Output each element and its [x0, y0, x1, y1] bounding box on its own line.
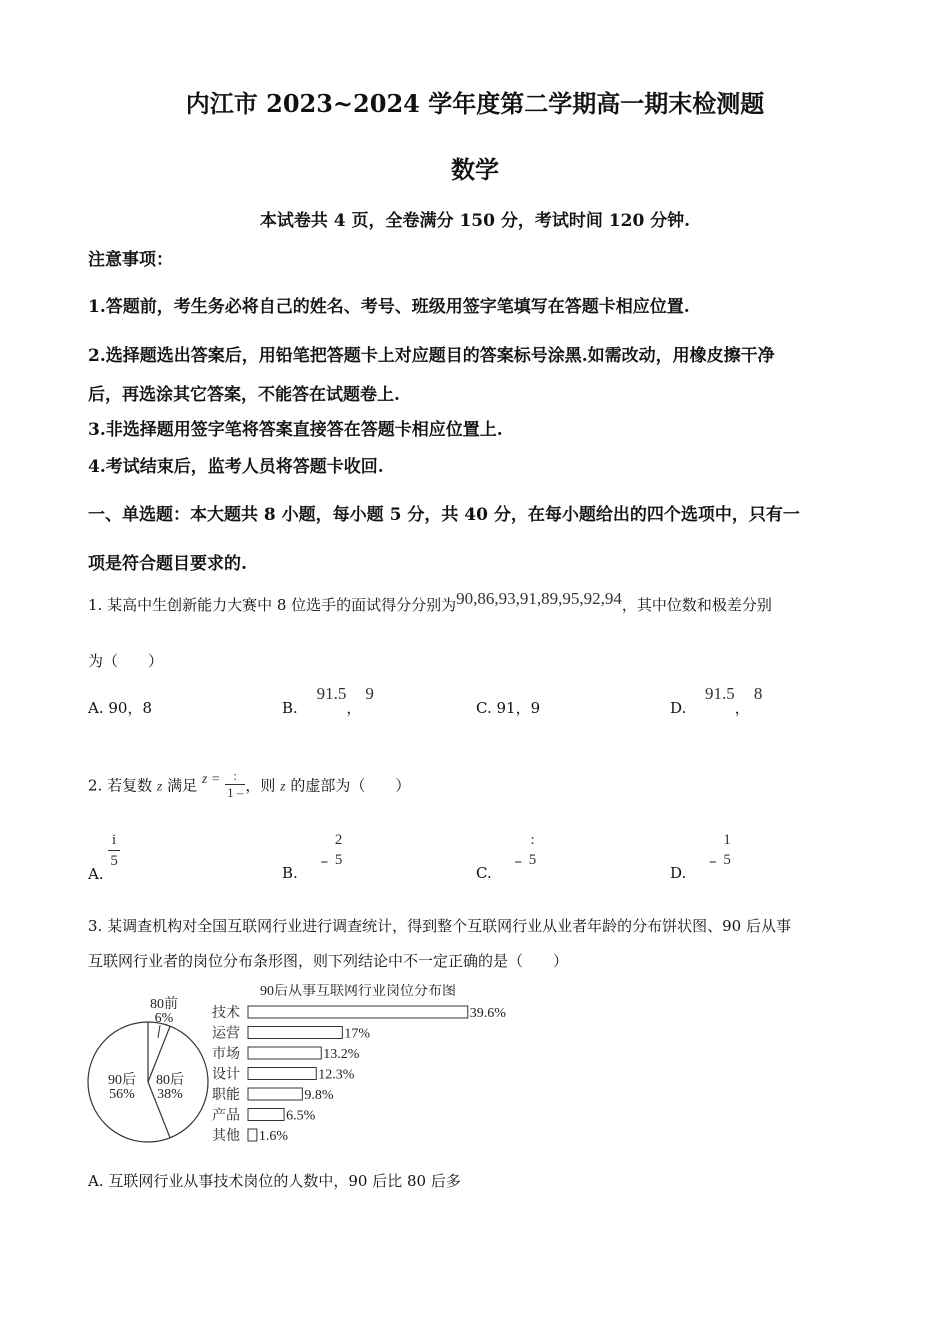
q2-option-c-sign: – — [514, 852, 522, 870]
pie-slice-name-0: 80前 — [150, 997, 178, 1012]
bar-value-label-0: 39.6% — [469, 1006, 506, 1021]
q1-suffix: ，其中位数和极差分别 — [621, 596, 772, 614]
q2-fraction — [225, 768, 245, 801]
pie-slice-label-2: 56% — [109, 1087, 135, 1102]
exam-info: 本试卷共 4 页，全卷满分 150 分，考试时间 120 分钟. — [259, 211, 691, 231]
q1-scores: 90,86,93,91,89,95,92,94 — [456, 589, 622, 608]
q3-option-a: A. 互联网行业从事技术岗位的人数中，90 后比 80 后多 — [88, 1172, 461, 1190]
bar-category-label-4: 职能 — [212, 1088, 240, 1103]
q2-option-b-frac — [333, 830, 345, 870]
q1-option-d-sep: ， — [734, 699, 750, 717]
q1-option-b-val2: 9 — [365, 684, 374, 703]
bar-0 — [248, 1006, 468, 1018]
q2-frac-den: 1 – — [227, 785, 244, 800]
pie-slice-label-1: 38% — [157, 1087, 183, 1102]
exam-subject: 数学 — [451, 155, 499, 184]
notice-item-3: 3.非选择题用签字笔将答案直接答在答题卡相应位置上. — [88, 420, 503, 440]
q2-suffix: 的虚部为（ ） — [290, 776, 411, 795]
q2-option-c-num: : — [530, 832, 535, 848]
q2-option-b-sign: – — [320, 852, 329, 870]
q2-option-c-label: C. — [476, 864, 492, 882]
section1-heading: 一、单选题：本大题共 8 小题，每小题 5 分，共 40 分，在每小题给出的四个选项中，只有一 — [88, 505, 800, 525]
question-3: 3. 某调查机构对全国互联网行业进行调查统计，得到整个互联网行业从业者年龄的分布饼状图、90 后从事 — [88, 917, 791, 935]
q3-charts-svg — [86, 984, 546, 1154]
q2-mid: 满足 — [167, 776, 198, 795]
question-2 — [88, 770, 410, 803]
q2-z2: z — [280, 779, 286, 795]
q1-option-d-val1: 91.5 — [705, 684, 735, 703]
bar-category-label-6: 其他 — [212, 1129, 240, 1144]
q2-frac-num: : — [225, 768, 245, 785]
exam-title: 内江市 2023~2024 学年度第二学期高一期末检测题 — [185, 89, 765, 118]
age-pie-chart — [88, 996, 208, 1142]
q2-option-b-num: 2 — [334, 832, 343, 848]
q2-eq: z = — [201, 771, 221, 787]
q1-option-b-val1: 91.5 — [316, 684, 347, 703]
notice-item-2: 2.选择题选出答案后，用铅笔把答题卡上对应题目的答案标号涂黑.如需改动，用橡皮擦干净 — [88, 346, 775, 366]
bar-4 — [248, 1088, 302, 1100]
bar-value-label-5: 6.5% — [286, 1108, 316, 1124]
bar-5 — [248, 1109, 284, 1121]
bar-value-label-6: 1.6% — [258, 1129, 289, 1144]
q2-option-d — [670, 830, 733, 882]
q1-option-b — [282, 684, 374, 718]
q1-line2: 为（ ） — [88, 652, 164, 670]
q2-z1: z — [156, 779, 163, 795]
question-3-cont: 互联网行业者的岗位分布条形图，则下列结论中不一定正确的是（ ） — [88, 952, 569, 970]
q2-option-d-label: D. — [670, 864, 687, 882]
q1-prefix: 1. 某高中生创新能力大赛中 8 位选手的面试得分分别为 — [88, 596, 457, 614]
q2-option-c-frac — [527, 830, 539, 870]
bar-category-label-3: 设计 — [212, 1067, 240, 1083]
q2-option-a-num: i — [108, 830, 120, 851]
bar-3 — [248, 1068, 316, 1080]
bar-category-label-0: 技术 — [212, 1006, 240, 1021]
bar-2 — [248, 1047, 321, 1059]
q2-option-d-frac — [721, 830, 733, 870]
q2-option-b-den: 5 — [334, 852, 343, 868]
notice-item-1: 1.答题前，考生务必将自己的姓名、考号、班级用签字笔填写在答题卡相应位置. — [88, 297, 690, 317]
bar-category-label-1: 运营 — [212, 1026, 240, 1042]
bar-value-label-3: 12.3% — [318, 1067, 355, 1083]
q2-option-b — [282, 830, 344, 882]
q1-option-d — [670, 684, 763, 718]
notice-item-2-cont: 后，再选涂其它答案，不能答在试题卷上. — [88, 385, 400, 405]
q2-option-a — [88, 830, 120, 883]
bar-category-label-2: 市场 — [212, 1047, 240, 1062]
q2-option-c-den: 5 — [528, 852, 537, 868]
bar-6 — [248, 1129, 257, 1141]
question-1 — [88, 589, 772, 615]
bar-1 — [248, 1027, 342, 1039]
pie-slice-name-2: 90后 — [108, 1073, 136, 1088]
q2-option-a-den: 5 — [110, 853, 118, 869]
notice-heading: 注意事项： — [88, 250, 173, 270]
q2-comma: ，则 — [245, 776, 276, 795]
pie-slice-name-1: 80后 — [156, 1073, 184, 1088]
q2-prefix: 2. 若复数 — [88, 776, 153, 795]
q3-figure — [86, 984, 546, 1158]
pie-slice-label-0: 6% — [154, 1011, 174, 1026]
q1-option-d-label: D. — [670, 699, 687, 717]
q1-option-d-val2: 8 — [753, 684, 763, 703]
q1-option-c: C. 91，9 — [476, 699, 541, 717]
q2-option-d-den: 5 — [723, 852, 731, 868]
bar-value-label-2: 13.2% — [323, 1047, 360, 1062]
q1-option-a: A. 90，8 — [88, 699, 152, 717]
q2-option-b-label: B. — [282, 864, 298, 882]
q2-option-a-frac — [108, 830, 120, 871]
section1-heading-cont: 项是符合题目要求的. — [88, 554, 247, 574]
bar-chart-title: 90后从事互联网行业岗位分布图 — [260, 984, 456, 999]
q2-option-d-sign: – — [709, 852, 717, 870]
q1-option-b-label: B. — [282, 699, 298, 717]
bar-value-label-1: 17% — [344, 1026, 371, 1042]
notice-item-4: 4.考试结束后，监考人员将答题卡收回. — [88, 457, 384, 477]
q2-option-c — [476, 830, 538, 882]
q2-option-d-num: 1 — [723, 832, 731, 848]
bar-value-label-4: 9.8% — [304, 1088, 334, 1103]
pie-leader-line — [158, 1025, 160, 1038]
q1-option-b-sep: ， — [346, 699, 362, 717]
bar-category-label-5: 产品 — [212, 1108, 240, 1124]
q2-option-a-label: A. — [88, 864, 104, 883]
job-bar-chart — [212, 984, 506, 1144]
